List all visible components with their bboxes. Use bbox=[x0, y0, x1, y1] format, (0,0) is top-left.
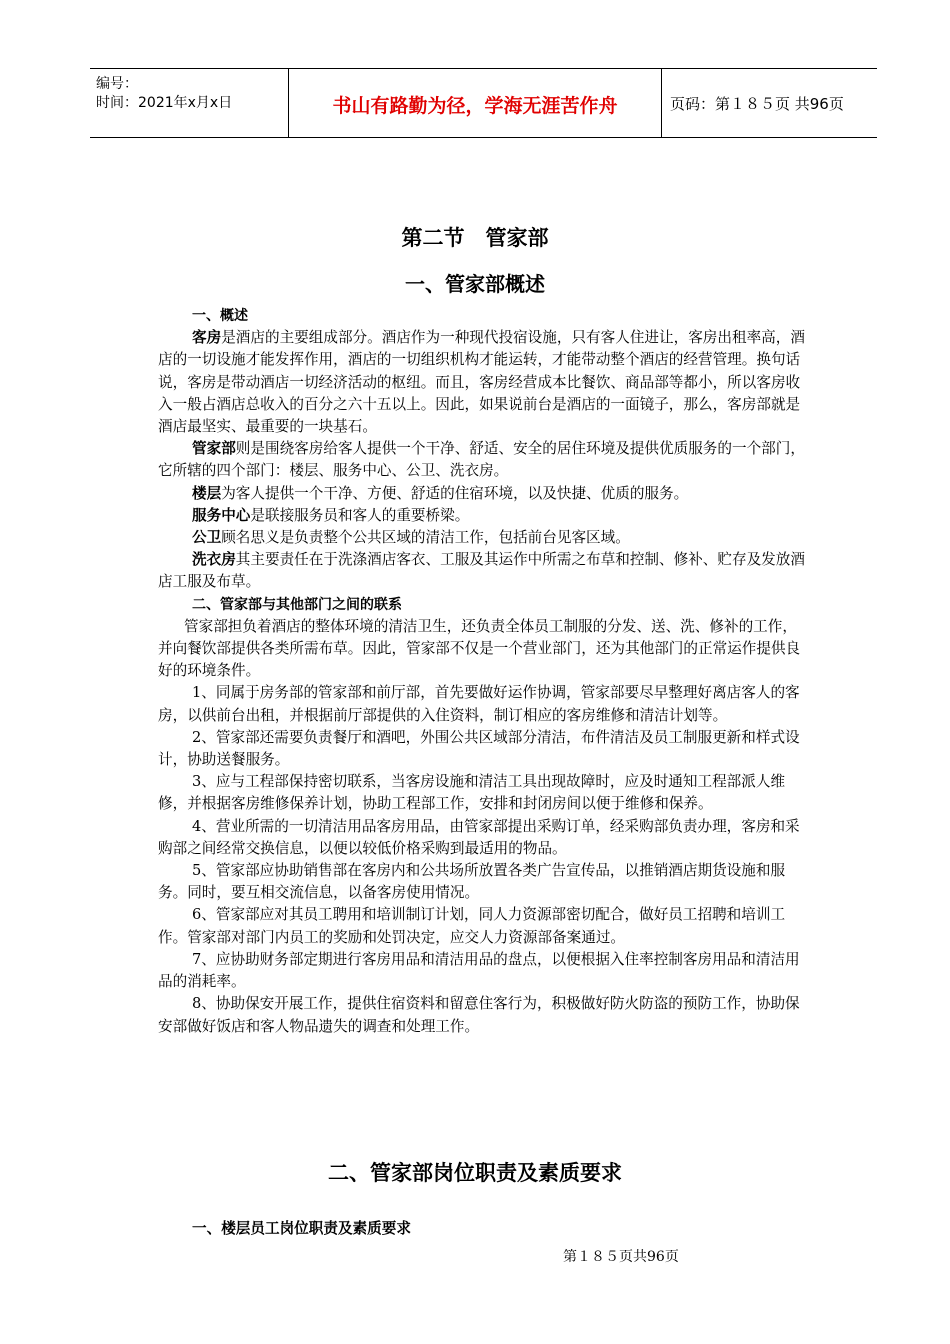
section-title: 第二节 管家部 bbox=[401, 226, 549, 250]
header-divider bbox=[661, 69, 662, 137]
list-item: 6、管家部应对其员工聘用和培训制订计划，同人力资源部密切配合，做好员工招聘和培训工作。管家部对部门内员工的奖励和处罚决定，应交人力资源部备案通过。 bbox=[158, 906, 786, 946]
list-item: 7、应协助财务部定期进行客房用品和清洁用品的盘点，以便根据入住率控制客房用品和清洁用品的消耗率。 bbox=[158, 950, 800, 991]
time-label: 时间：2021年x月x日 bbox=[96, 95, 233, 111]
term: 洗衣房 bbox=[192, 551, 236, 569]
paragraph: 洗衣房其主要责任在于洗涤酒店客衣、工服及其运作中所需之布草和控制、修补、贮存及发放酒店工服及布草。 bbox=[158, 551, 805, 591]
list-item: 4、营业所需的一切清洁用品客房用品，由管家部提出采购订单，经采购部负责办理，客房和采购部之间经常交换信息，以便以较低价格采购到最适用的物品。 bbox=[158, 817, 800, 857]
chapter-title: 一、管家部概述 bbox=[405, 272, 545, 296]
chapter2-title: 二、管家部岗位职责及素质要求 bbox=[328, 1161, 622, 1185]
term: 服务中心 bbox=[192, 506, 251, 524]
term: 管家部 bbox=[192, 440, 236, 458]
chapter2-subheading: 一、楼层员工岗位职责及素质要求 bbox=[192, 1220, 411, 1237]
paragraph: 服务中心是联接服务员和客人的重要桥梁。 bbox=[192, 506, 470, 524]
header-page-number: 页码：第１８５页 共96页 bbox=[670, 95, 844, 113]
list-item: 8、协助保安开展工作，提供住宿资料和留意住客行为，积极做好防火防盗的预防工作，协助保安部做好饭店和客人物品遗失的调查和处理工作。 bbox=[158, 995, 800, 1035]
header-meta bbox=[96, 75, 232, 113]
term: 楼层 bbox=[192, 484, 222, 502]
relations-heading: 二、管家部与其他部门之间的联系 bbox=[192, 596, 402, 613]
paragraph: 管家部担负着酒店的整体环境的清洁卫生，还负责全体员工制服的分发、送、洗、修补的工作，并向餐饮部提供各类所需布草。因此，管家部不仅是一个营业部门，还为其他部门的正常运作提供良好的环境条件。 bbox=[158, 617, 801, 680]
paragraph: 楼层为客人提供一个干净、方便、舒适的住宿环境，以及快捷、优质的服务。 bbox=[192, 484, 689, 502]
list-item: 2、管家部还需要负责餐厅和酒吧，外围公共区域部分清洁，布件清洁及员工制服更新和样式设计，协助送餐服务。 bbox=[158, 728, 800, 769]
list-item: 1、同属于房务部的管家部和前厅部，首先要做好运作协调，管家部要尽早整理好离店客人的客房，以供前台出租，并根据前厅部提供的入住资料，制订相应的客房维修和清洁计划等。 bbox=[158, 684, 800, 724]
paragraph: 客房是酒店的主要组成部分。酒店作为一种现代投宿设施，只有客人住进让，客房出租率高，酒店的一切设施才能发挥作用，酒店的一切组织机构才能运转，才能带动整个酒店的经营管理。换句话说，客房是带动酒店一切经济活动的枢纽。而且，客房经营成本比餐饮、商品部等都小，所以客房收入一般占酒店总收入的百分之六十五以上。因此，如果说前台是酒店的一面镜子，那么，客房部就是酒店最坚实、最重要的一块基石。 bbox=[158, 329, 805, 436]
header-motto: 书山有路勤为径，学海无涯苦作舟 bbox=[332, 95, 618, 117]
term: 客房 bbox=[192, 329, 222, 347]
list-item: 3、应与工程部保持密切联系，当客房设施和清洁工具出现故障时，应及时通知工程部派人维修，并根据客房维修保养计划，协助工程部工作，安排和封闭房间以便于维修和保养。 bbox=[158, 773, 786, 813]
body-text bbox=[158, 305, 808, 1038]
list-item: 5、管家部应协助销售部在客房内和公共场所放置各类广告宣传品，以推销酒店期货设施和服务。同时，要互相交流信息，以备客房使用情况。 bbox=[158, 862, 786, 902]
paragraph: 公卫顾名思义是负责整个公共区域的清洁工作，包括前台见客区域。 bbox=[192, 529, 630, 547]
overview-heading: 一、概述 bbox=[192, 308, 248, 324]
page-footer: 第１８５页共96页 bbox=[563, 1249, 679, 1265]
page-header bbox=[90, 68, 877, 138]
number-label: 编号： bbox=[96, 76, 138, 92]
term: 公卫 bbox=[192, 529, 222, 547]
paragraph: 管家部则是围绕客房给客人提供一个干净、舒适、安全的居住环境及提供优质服务的一个部门，它所辖的四个部门：楼层、服务中心、公卫、洗衣房。 bbox=[158, 440, 805, 480]
